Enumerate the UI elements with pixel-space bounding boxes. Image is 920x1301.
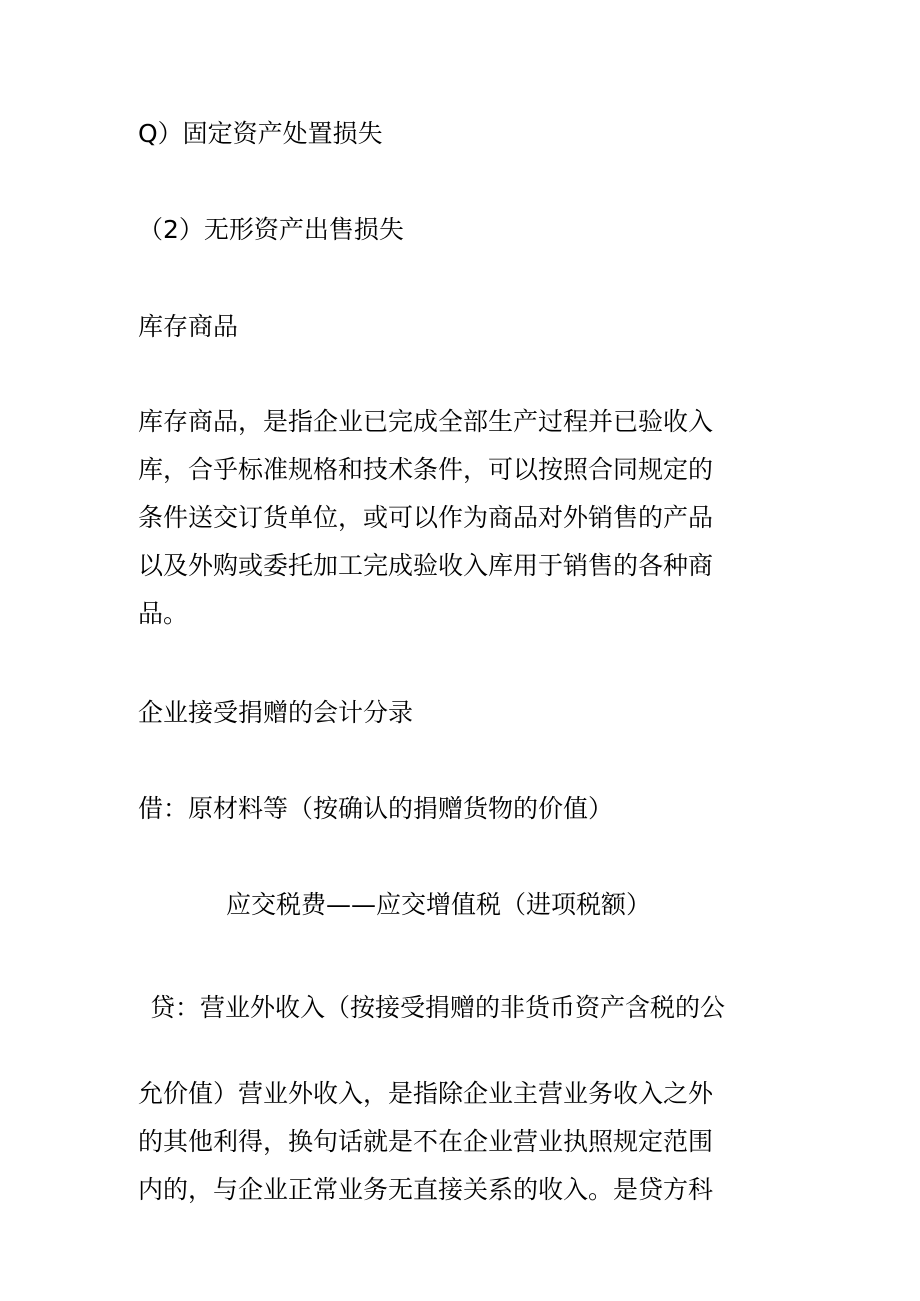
inventory-definition-paragraph <box>138 398 798 638</box>
journal-entry-debit: 借：原材料等（按确认的捐赠货物的价值） <box>138 794 614 823</box>
paragraph-line: 以及外购或委托加工完成验收入库用于销售的各种商 <box>138 551 714 580</box>
journal-entry-credit: 贷：营业外收入（按接受捐赠的非货币资产含税的公 <box>150 993 726 1022</box>
section-heading-inventory: 库存商品 <box>138 312 239 341</box>
paragraph-line: 品。 <box>138 599 189 628</box>
section-heading-donation-entries: 企业接受捐赠的会计分录 <box>138 698 414 727</box>
paragraph-line: 允价值）营业外收入，是指除企业主营业务收入之外 <box>138 1079 714 1108</box>
list-item-intangible-asset-loss: （2）无形资产出售损失 <box>138 215 404 244</box>
paragraph-line: 的其他利得，换句话就是不在企业营业执照规定范围 <box>138 1127 714 1156</box>
paragraph-line: 库存商品，是指企业已完成全部生产过程并已验收入 <box>138 407 714 436</box>
journal-entry-tax: 应交税费——应交增值税（进项税额） <box>226 890 652 919</box>
paragraph-line: 内的，与企业正常业务无直接关系的收入。是贷方科 <box>138 1175 714 1204</box>
paragraph-line: 库，合乎标准规格和技术条件，可以按照合同规定的 <box>138 455 714 484</box>
list-item-fixed-asset-loss: Q）固定资产处置损失 <box>138 119 383 148</box>
paragraph-line: 条件送交订货单位，或可以作为商品对外销售的产品 <box>138 503 714 532</box>
nonoperating-income-paragraph <box>138 1070 798 1214</box>
